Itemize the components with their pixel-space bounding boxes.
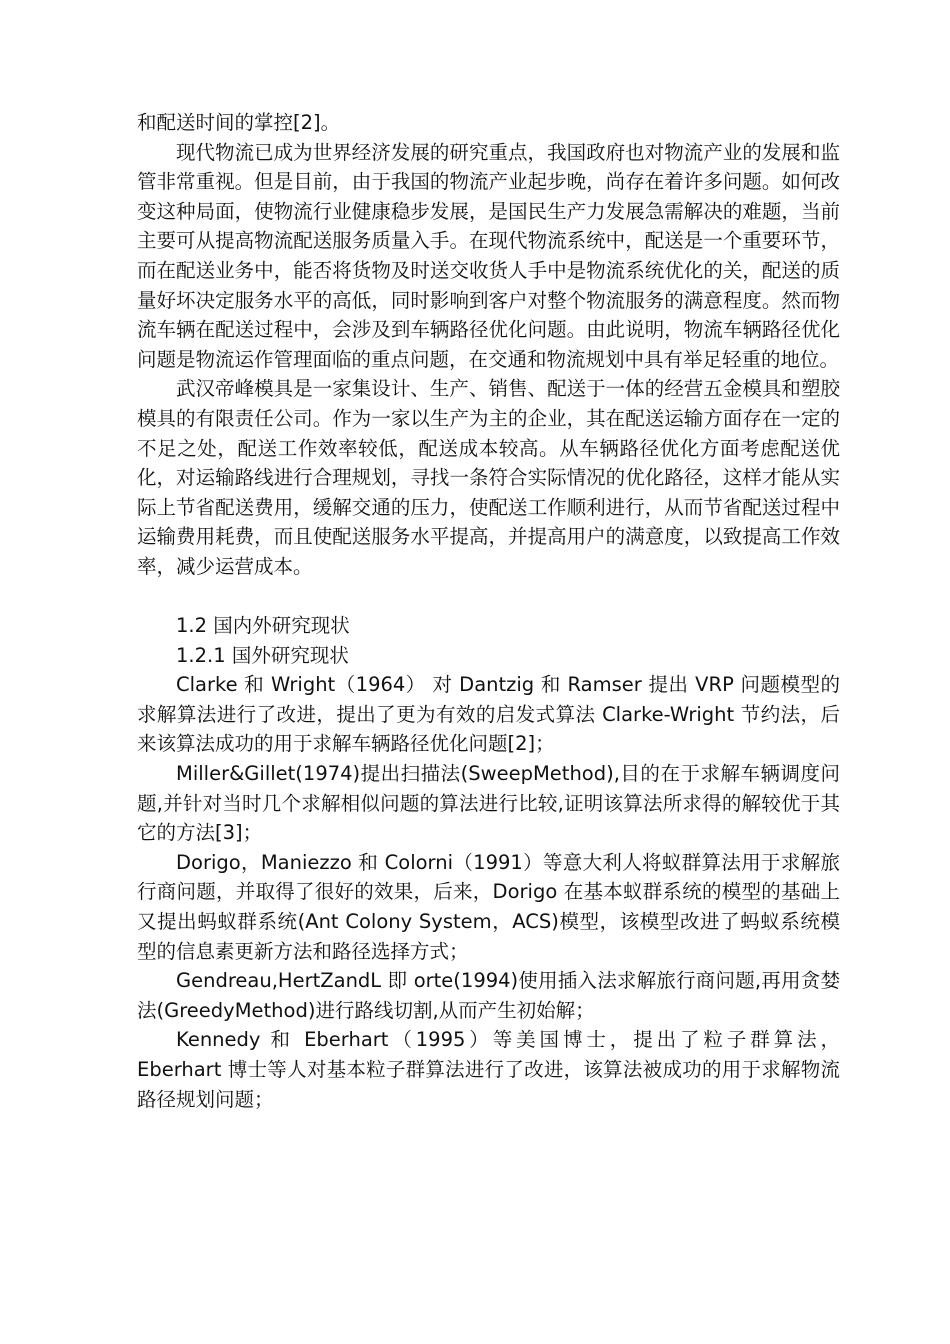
research-item-kennedy-eberhart: Kennedy 和 Eberhart（1995）等美国博士，提出了粒子群算法，Eberhart 博士等人对基本粒子群算法进行了改进，该算法被成功的用于求解物流路径规划问题； (137, 1028, 840, 1111)
section-spacer (137, 582, 840, 612)
research-item-clarke-wright: Clarke 和 Wright（1964） 对 Dantzig 和 Ramser 提出 VRP 问题模型的求解算法进行了改进，提出了更为有效的启发式算法 Clarke-Wright 节约法，后来该算法成功的用于求解车辆路径优化问题[2]； (137, 673, 840, 756)
section-heading: 1.2 国内外研究现状 (176, 614, 350, 638)
subsection-heading: 1.2.1 国外研究现状 (176, 643, 349, 667)
research-item-gendreau: Gendreau,HertZandL 即 orte(1994)使用插入法求解旅行商问题,再用贪婪法(GreedyMethod)进行路线切割,从而产生初始解； (137, 969, 840, 1022)
research-item-miller-gillet: Miller&Gillet(1974)提出扫描法(SweepMethod),目的在于求解车辆调度问题,并针对当时几个求解相似问题的算法进行比较,证明该算法所求得的解较优于其它的方法[3]； (137, 762, 840, 845)
paragraph-modern-logistics: 现代物流已成为世界经济发展的研究重点，我国政府也对物流产业的发展和监管非常重视。但是目前，由于我国的物流产业起步晚，尚存在着许多问题。如何改变这种局面，使物流行业健康稳步发展，是国民生产力发展急需解决的难题，当前主要可从提高物流配送服务质量入手。在现代物流系统中，配送是一个重要环节，而在配送业务中，能否将货物及时送交收货人手中是物流系统优化的关，配送的质量好坏决定服务水平的高低，同时影响到客户对整个物流服务的满意程度。然而物流车辆在配送过程中，会涉及到车辆路径优化问题。由此说明，物流车辆路径优化问题是物流运作管理面临的重点问题，在交通和物流规划中具有举足轻重的地位。 (137, 140, 840, 371)
paragraph-continuation: 和配送时间的掌控[2]。 (137, 111, 341, 134)
paragraph-company-intro: 武汉帝峰模具是一家集设计、生产、销售、配送于一体的经营五金模具和塑胶模具的有限责任公司。作为一家以生产为主的企业，其在配送运输方面存在一定的不足之处，配送工作效率较低，配送成本较高。从车辆路径优化方面考虑配送优化，对运输路线进行合理规划，寻找一条符合实际情况的优化路径，这样才能从实际上节省配送费用，缓解交通的压力，使配送工作顺利进行，从而节省配送过程中运输费用耗费，而且使配送服务水平提高，并提高用户的满意度，以致提高工作效率，减少运营成本。 (137, 377, 840, 578)
research-item-dorigo: Dorigo，Maniezzo 和 Colorni（1991）等意大利人将蚁群算法用于求解旅行商问题，并取得了很好的效果，后来，Dorigo 在基本蚁群系统的模型的基础上又提出蚂蚁群系统(Ant Colony System，ACS)模型，该模型改进了蚂蚁系统模型的信息素更新方法和路径选择方式； (137, 850, 840, 963)
